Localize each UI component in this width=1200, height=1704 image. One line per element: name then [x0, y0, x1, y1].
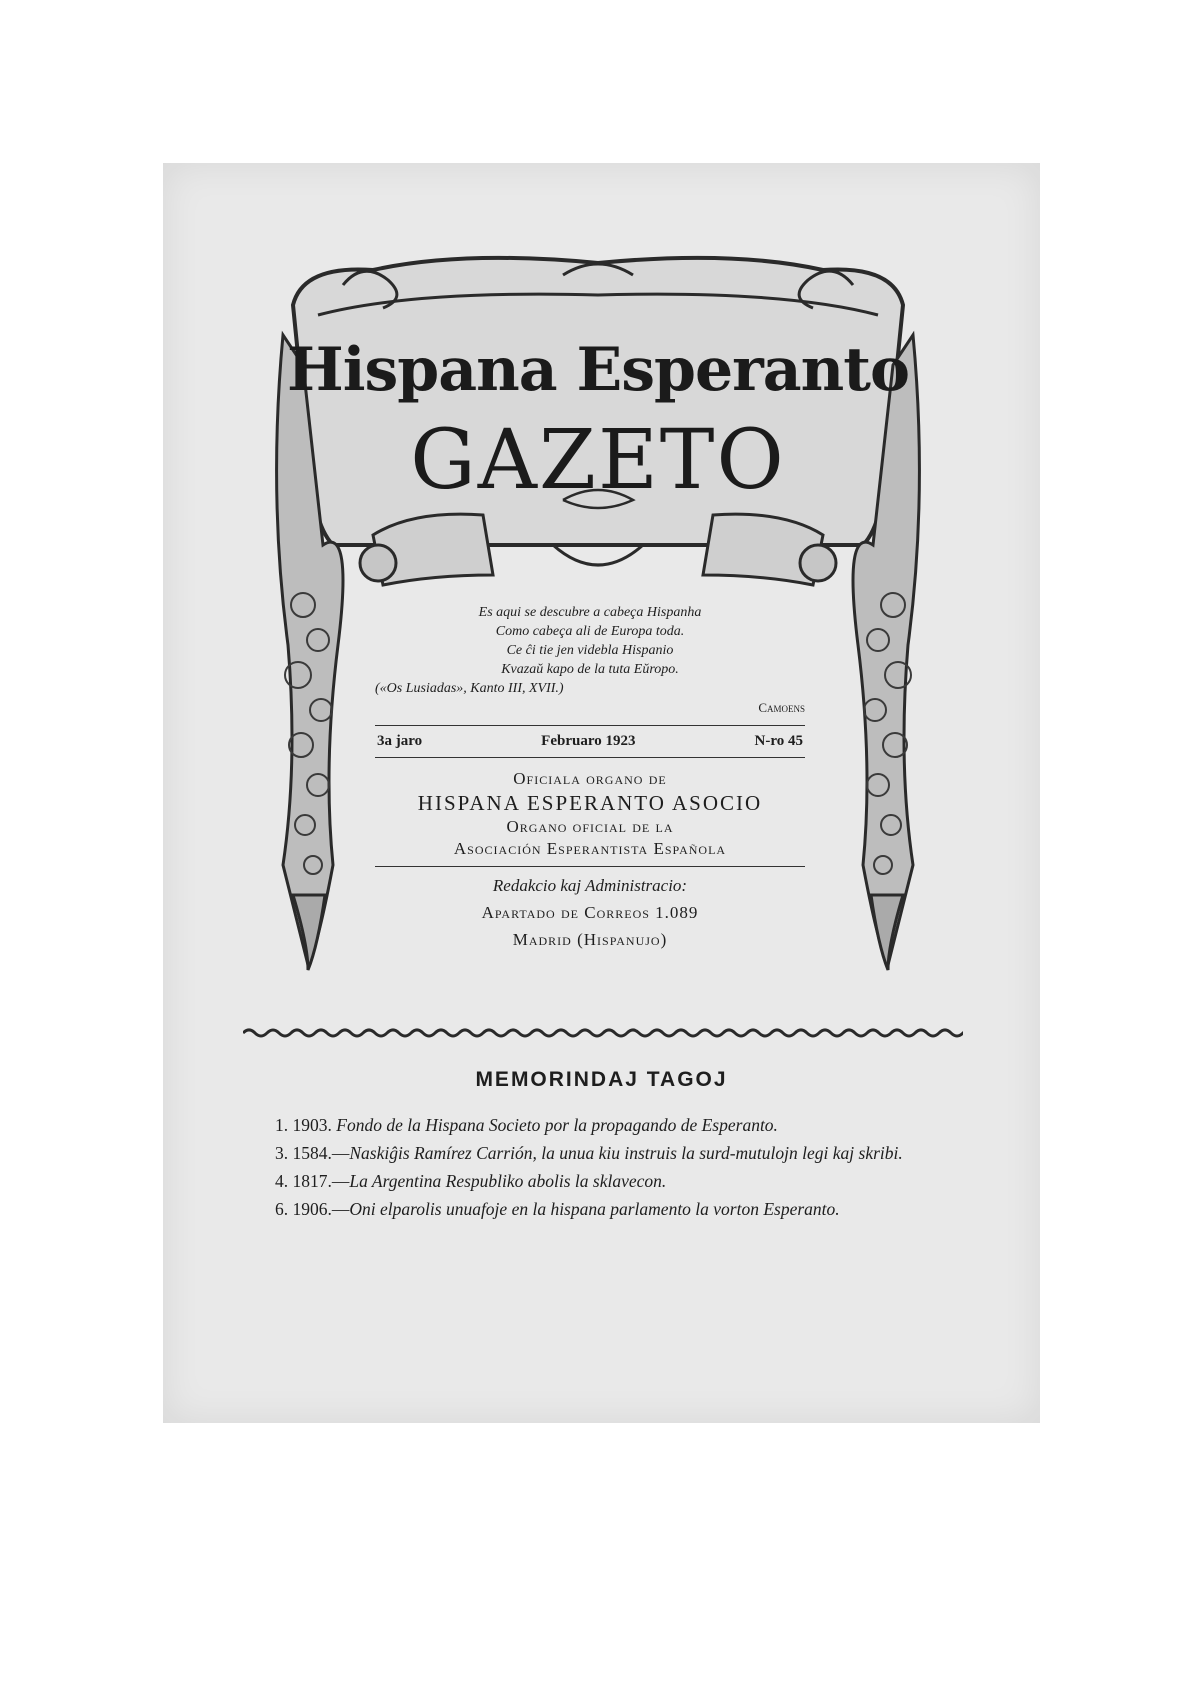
- epigraph-line: Es aqui se descubre a cabeça Hispanha: [478, 605, 702, 620]
- list-item: [245, 1113, 965, 1138]
- issue-year: 3a jaro: [377, 733, 423, 749]
- organ-line: Organo oficial de la: [506, 817, 674, 836]
- epigraph-attribution: Camoens: [758, 700, 805, 715]
- administration-block: [375, 873, 805, 953]
- divider: [375, 866, 805, 867]
- administration-city: Madrid (Hispanujo): [512, 930, 668, 949]
- issue-info: [375, 725, 805, 758]
- issue-number: N-ro 45: [754, 733, 803, 749]
- wavy-divider: [243, 1025, 963, 1041]
- epigraph-line: («Os Lusiadas», Kanto III, XVII.): [375, 681, 564, 696]
- list-item: [245, 1197, 965, 1222]
- entry-text: Oni elparolis unuafoje en la hispana parlamento la vorton Esperanto.: [349, 1199, 840, 1219]
- entry-text: Naskiĝis Ramírez Carrión, la unua kiu instruis la surd-mutulojn legi kaj skribi.: [349, 1143, 903, 1163]
- organ-line: Oficiala organo de: [513, 769, 667, 788]
- list-item: [245, 1169, 965, 1194]
- entry-date: 4. 1817.—: [275, 1171, 350, 1191]
- epigraph-line: Ce ĉi tie jen videbla Hispanio: [506, 643, 674, 658]
- issue-date: Februaro 1923: [541, 733, 636, 749]
- administration-address: Apartado de Correos 1.089: [481, 903, 699, 922]
- list-item: [245, 1141, 965, 1166]
- memorable-days-list: [245, 1113, 965, 1225]
- entry-text: Fondo de la Hispana Societo por la propagando de Esperanto.: [336, 1115, 778, 1135]
- masthead-subtitle: GAZETO: [410, 413, 786, 508]
- organ-name-spanish: Asociación Esperantista Española: [453, 839, 727, 858]
- administration-heading: Redakcio kaj Administracio:: [492, 876, 688, 895]
- epigraph-line: Kvazaŭ kapo de la tuta Eŭropo.: [501, 662, 679, 677]
- entry-date: 6. 1906.—: [275, 1199, 350, 1219]
- memorable-days-heading: MEMORINDAJ TAGOJ: [475, 1068, 728, 1091]
- entry-date: 3. 1584.—: [275, 1143, 350, 1163]
- epigraph: [375, 603, 805, 717]
- entry-text: La Argentina Respubliko abolis la sklavecon.: [349, 1171, 667, 1191]
- magazine-page: [163, 163, 1040, 1423]
- epigraph-line: Como cabeça ali de Europa toda.: [495, 624, 685, 639]
- masthead-panel: [375, 603, 805, 953]
- masthead-title: Hispana Esperanto: [287, 335, 909, 405]
- organ-statement: [375, 768, 805, 860]
- entry-date: 1. 1903.: [275, 1115, 332, 1135]
- organ-name: HISPANA ESPERANTO ASOCIO: [417, 791, 763, 815]
